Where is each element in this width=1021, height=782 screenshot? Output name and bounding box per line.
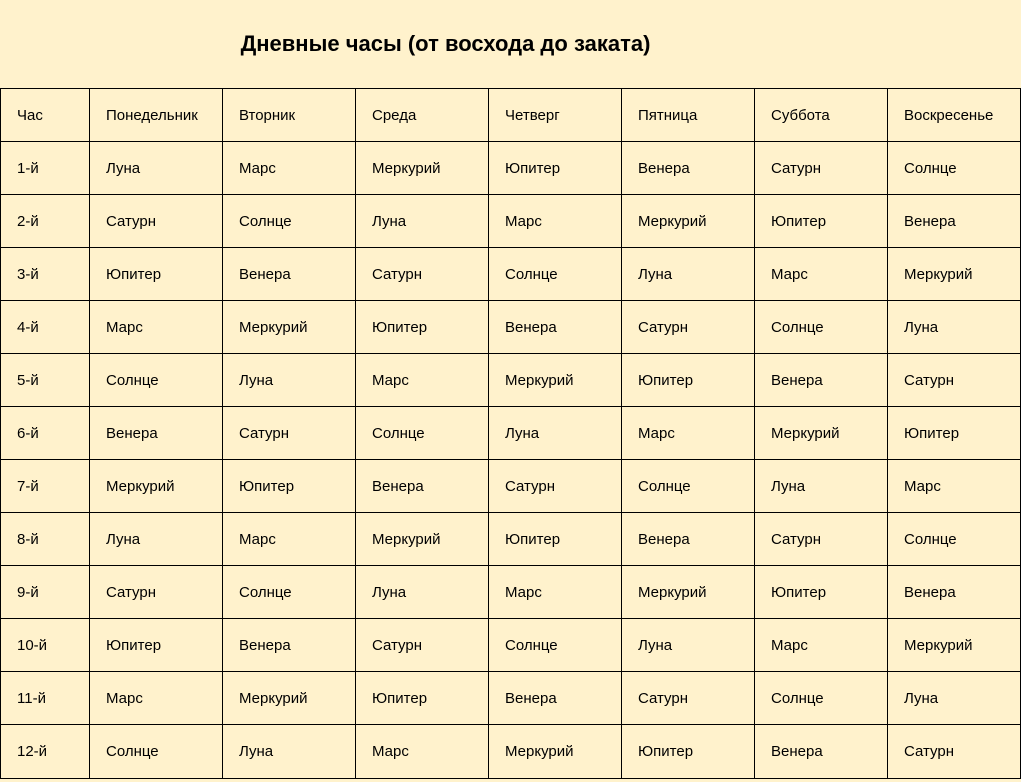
hour-cell: 3-й [1,248,90,301]
tuesday-cell: Солнце [223,195,356,248]
table-row [1,407,1021,460]
friday-cell: Венера [622,513,755,566]
saturday-cell: Юпитер [755,195,888,248]
tuesday-cell: Венера [223,619,356,672]
monday-cell: Марс [90,301,223,354]
planetary-hours-table [0,88,1021,779]
tuesday-cell: Меркурий [223,672,356,725]
saturday-cell: Сатурн [755,142,888,195]
friday-cell: Меркурий [622,566,755,619]
table-row [1,460,1021,513]
table-row [1,566,1021,619]
thursday-cell: Солнце [489,619,622,672]
wednesday-cell: Меркурий [356,142,489,195]
tuesday-cell: Луна [223,725,356,779]
friday-cell: Солнце [622,460,755,513]
wednesday-cell: Сатурн [356,248,489,301]
hour-cell: 11-й [1,672,90,725]
wednesday-cell: Венера [356,460,489,513]
sunday-cell: Луна [888,301,1021,354]
hour-cell: 8-й [1,513,90,566]
hour-cell: 9-й [1,566,90,619]
thursday-cell: Луна [489,407,622,460]
thursday-cell: Марс [489,566,622,619]
column-header-thursday: Четверг [489,89,622,142]
hour-cell: 1-й [1,142,90,195]
column-header-sunday: Воскресенье [888,89,1021,142]
friday-cell: Юпитер [622,354,755,407]
saturday-cell: Меркурий [755,407,888,460]
sunday-cell: Венера [888,195,1021,248]
wednesday-cell: Юпитер [356,301,489,354]
tuesday-cell: Юпитер [223,460,356,513]
tuesday-cell: Луна [223,354,356,407]
sunday-cell: Венера [888,566,1021,619]
wednesday-cell: Марс [356,725,489,779]
sunday-cell: Сатурн [888,354,1021,407]
hour-cell: 2-й [1,195,90,248]
column-header-friday: Пятница [622,89,755,142]
table-row [1,301,1021,354]
saturday-cell: Луна [755,460,888,513]
table-row [1,619,1021,672]
monday-cell: Венера [90,407,223,460]
saturday-cell: Солнце [755,301,888,354]
tuesday-cell: Меркурий [223,301,356,354]
monday-cell: Луна [90,513,223,566]
thursday-cell: Солнце [489,248,622,301]
wednesday-cell: Луна [356,195,489,248]
hour-cell: 6-й [1,407,90,460]
sunday-cell: Юпитер [888,407,1021,460]
column-header-monday: Понедельник [90,89,223,142]
sunday-cell: Меркурий [888,619,1021,672]
tuesday-cell: Сатурн [223,407,356,460]
monday-cell: Юпитер [90,248,223,301]
sunday-cell: Солнце [888,142,1021,195]
saturday-cell: Сатурн [755,513,888,566]
saturday-cell: Марс [755,619,888,672]
saturday-cell: Венера [755,354,888,407]
monday-cell: Луна [90,142,223,195]
thursday-cell: Венера [489,301,622,354]
table-header [1,89,1021,142]
wednesday-cell: Марс [356,354,489,407]
monday-cell: Солнце [90,354,223,407]
saturday-cell: Юпитер [755,566,888,619]
friday-cell: Сатурн [622,672,755,725]
thursday-cell: Меркурий [489,725,622,779]
table-row [1,354,1021,407]
column-header-tuesday: Вторник [223,89,356,142]
tuesday-cell: Марс [223,142,356,195]
friday-cell: Сатурн [622,301,755,354]
table-row [1,195,1021,248]
sunday-cell: Сатурн [888,725,1021,779]
tuesday-cell: Венера [223,248,356,301]
hour-cell: 12-й [1,725,90,779]
hour-cell: 10-й [1,619,90,672]
column-header-saturday: Суббота [755,89,888,142]
friday-cell: Меркурий [622,195,755,248]
friday-cell: Луна [622,619,755,672]
thursday-cell: Юпитер [489,513,622,566]
sunday-cell: Марс [888,460,1021,513]
header-row [1,89,1021,142]
sunday-cell: Солнце [888,513,1021,566]
hour-cell: 7-й [1,460,90,513]
thursday-cell: Марс [489,195,622,248]
monday-cell: Солнце [90,725,223,779]
table-row [1,248,1021,301]
hour-cell: 5-й [1,354,90,407]
table-body [1,142,1021,779]
saturday-cell: Венера [755,725,888,779]
column-header-hour: Час [1,89,90,142]
saturday-cell: Солнце [755,672,888,725]
tuesday-cell: Солнце [223,566,356,619]
wednesday-cell: Луна [356,566,489,619]
table-row [1,142,1021,195]
monday-cell: Марс [90,672,223,725]
table-row [1,672,1021,725]
table-row [1,513,1021,566]
hour-cell: 4-й [1,301,90,354]
thursday-cell: Меркурий [489,354,622,407]
sunday-cell: Луна [888,672,1021,725]
friday-cell: Луна [622,248,755,301]
monday-cell: Сатурн [90,195,223,248]
friday-cell: Марс [622,407,755,460]
sunday-cell: Меркурий [888,248,1021,301]
wednesday-cell: Солнце [356,407,489,460]
thursday-cell: Юпитер [489,142,622,195]
monday-cell: Юпитер [90,619,223,672]
table-row [1,725,1021,779]
thursday-cell: Венера [489,672,622,725]
saturday-cell: Марс [755,248,888,301]
tuesday-cell: Марс [223,513,356,566]
wednesday-cell: Сатурн [356,619,489,672]
wednesday-cell: Юпитер [356,672,489,725]
wednesday-cell: Меркурий [356,513,489,566]
monday-cell: Сатурн [90,566,223,619]
friday-cell: Юпитер [622,725,755,779]
thursday-cell: Сатурн [489,460,622,513]
monday-cell: Меркурий [90,460,223,513]
friday-cell: Венера [622,142,755,195]
page-title: Дневные часы (от восхода до заката) [240,31,651,56]
column-header-wednesday: Среда [356,89,489,142]
